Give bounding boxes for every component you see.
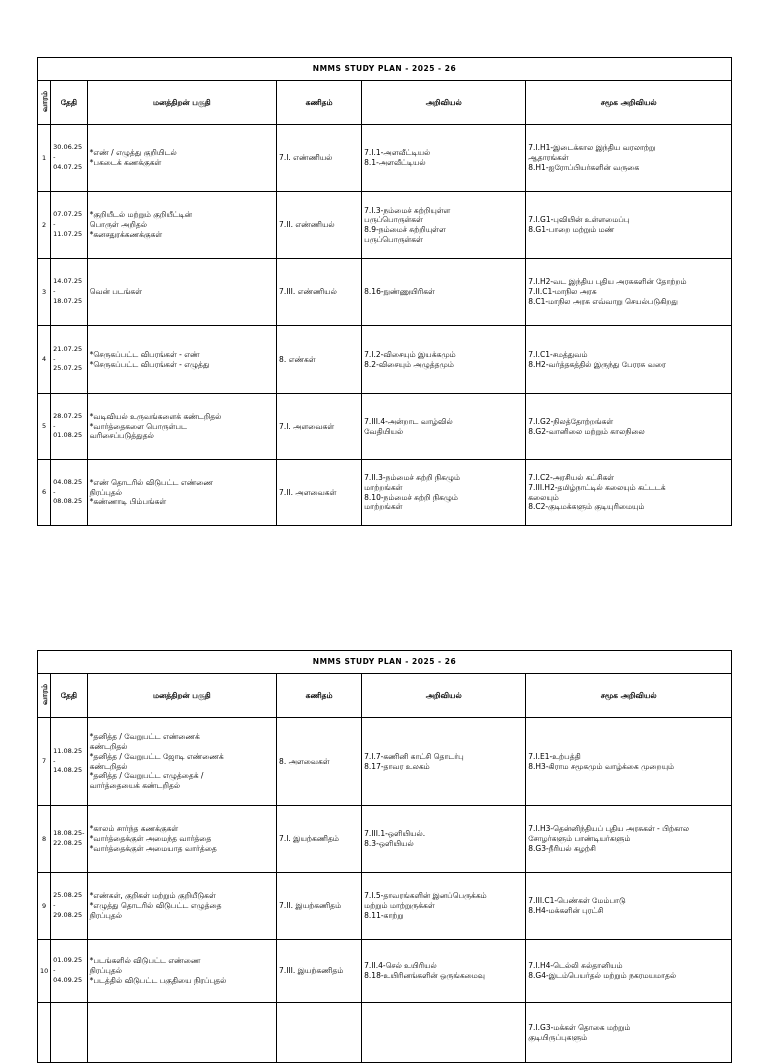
date-range-line: 11.08.25 - [53, 746, 83, 765]
science-topics-line: பருப்பொருள்கள் [364, 215, 423, 225]
social-science-topics-line: 7.I.H4-டெல்லி சுல்தானியம் [528, 961, 623, 971]
social-science-topics [526, 394, 732, 460]
science-topics-line: 7.I.5-தாவரங்களின் இனப்பெருக்கம் [364, 891, 487, 901]
social-science-topics-line: 7.I.G2-நிலத்தோற்றங்கள் [528, 416, 614, 426]
social-science-topics-line: 8.H2-வர்த்தகத்தில் இருந்து பேரரசு வரை [528, 359, 666, 369]
social-science-topics-line: 8.G3-நீரியல் சுழற்சி [528, 843, 596, 853]
date-range-line: 18.07.25 [53, 296, 83, 305]
science-topics [362, 460, 526, 526]
date-range [51, 125, 87, 192]
table-row [38, 718, 732, 806]
table-row [38, 806, 732, 873]
social-science-topics-line: 8.H1-ஐரோப்பியர்களின் வருகை [528, 162, 640, 172]
date-range [51, 326, 87, 394]
week-number: 3 [38, 259, 51, 326]
week-number: 4 [38, 326, 51, 394]
math-topic: 7.II. அளவைகள் [277, 460, 362, 526]
date-range-line: 08.08.25 [53, 497, 83, 506]
table-title: NMMS STUDY PLAN - 2025 - 26 [38, 58, 732, 81]
header-week: வாரம் [38, 674, 51, 718]
mental-ability-topics [87, 125, 276, 192]
mental-ability-topics-line: கண்டறிதல் [89, 761, 128, 771]
date-range-line: 07.07.25 - [53, 210, 83, 229]
social-science-topics [526, 718, 732, 806]
social-science-topics-line: 8.H4-மக்களின் புரட்சி [528, 906, 604, 915]
mental-ability-topics-line: நிரப்புதல் [89, 487, 122, 497]
mental-ability-topics-line: *செருகப்பட்ட விபரங்கள் - எழுத்து [89, 359, 210, 369]
social-science-topics [526, 873, 732, 940]
week-number: 7 [38, 718, 51, 806]
social-science-topics-line: ஆதாரங்கள் [528, 153, 569, 163]
date-range [51, 259, 87, 326]
mental-ability-topics-line: *வார்த்தைக்குள் அமைந்த வார்த்தை [89, 834, 212, 844]
social-science-topics [526, 806, 732, 873]
social-science-topics-line: 7.II.C1-மாநில அரசு [528, 287, 597, 297]
header-math: கணிதம் [277, 674, 362, 718]
header-social-science: சமூக அறிவியல் [526, 81, 732, 125]
study-plan-table-1 [37, 57, 732, 526]
mental-ability-topics-line: நிரப்புதல் [89, 910, 122, 920]
social-science-topics-line: 7.I.C1-சமத்துவம் [528, 349, 588, 359]
science-topics [362, 259, 526, 326]
math-topic: 7.I. இயற்கணிதம் [277, 806, 362, 873]
social-science-topics-line: குடியிருப்புகளும் [528, 1032, 588, 1042]
mental-ability-topics [87, 192, 276, 259]
mental-ability-topics-line: *படங்களில் விடுபட்ட எண்ணை [89, 956, 201, 966]
science-topics-line: 8.9-நம்மைச் சுற்றியுள்ள [364, 225, 446, 234]
table-row [38, 460, 732, 526]
science-topics-line: பருப்பொருள்கள் [364, 234, 423, 244]
mental-ability-topics [87, 940, 276, 1003]
date-range-line: 30.06.25 - [53, 143, 83, 162]
science-topics-line: 7.I.7-கணினி காட்சி தொடர்பு [364, 751, 464, 761]
social-science-topics-line: 7.I.G1-புவியின் உள்ளமைப்பு [528, 215, 630, 225]
date-range [51, 460, 87, 526]
date-range-line: 21.07.25 - [53, 344, 83, 363]
study-plan-table-2 [37, 650, 732, 1063]
science-topics-line: மற்றும் மாற்றுருக்கள் [364, 901, 435, 911]
mental-ability-topics-line: *வார்த்தைக்குள் அமையாத வார்த்தை [89, 843, 217, 853]
science-topics-line: 7.I.3-நம்மைச் சுற்றியுள்ள [364, 205, 451, 215]
mental-ability-topics-line: *எண் / எழுத்து குறியிடல் [89, 148, 177, 158]
table-row [38, 873, 732, 940]
date-range [51, 394, 87, 460]
math-topic: 8. அளவைகள் [277, 718, 362, 806]
mental-ability-topics-line: *செருகப்பட்ட விபரங்கள் - எண் [89, 349, 200, 359]
week-number: 8 [38, 806, 51, 873]
science-topics-line: 8.18-உயிரினங்களின் ஒருங்கமைவு [364, 971, 485, 980]
mental-ability-topics-line: *காலம் சார்ந்த கணக்குகள் [89, 824, 179, 834]
science-topics [362, 125, 526, 192]
date-range-line: 04.08.25 - [53, 477, 83, 496]
social-science-topics-line: கலையும் [528, 492, 559, 502]
week-number: 9 [38, 873, 51, 940]
science-topics [362, 394, 526, 460]
date-range [51, 1003, 87, 1063]
date-range-line: 14.07.25 - [53, 277, 83, 296]
mental-ability-topics-line: *படத்தில் விடுபட்ட பகுதியை நிரப்புதல் [89, 975, 227, 985]
social-science-topics-line: 8.G2-வானிலை மற்றும் காலநிலை [528, 426, 645, 436]
header-date: தேதி [51, 674, 87, 718]
science-topics-line: 7.II.4-செல் உயிரியல் [364, 961, 437, 971]
science-topics-line: 8.2-விசையும் அழுத்தமும் [364, 359, 454, 369]
science-topics [362, 718, 526, 806]
science-topics-line: 8.11-காற்று [364, 910, 404, 920]
table-row [38, 125, 732, 192]
date-range [51, 806, 87, 873]
header-mental-ability: மனத்திறன் பகுதி [87, 674, 276, 718]
date-range-line: 01.09.25 - [53, 956, 83, 975]
date-range-line: 04.09.25 [53, 975, 83, 984]
science-topics [362, 1003, 526, 1063]
mental-ability-topics-line: நிரப்புதல் [89, 966, 122, 976]
math-topic: 7.II. எண்ணியல் [277, 192, 362, 259]
table-row [38, 192, 732, 259]
table-row [38, 940, 732, 1003]
date-range-line: 22.08.25 [53, 839, 83, 847]
science-topics [362, 806, 526, 873]
social-science-topics-line: 7.III.H2-தமிழ்நாட்டில் கலையும் கட்டடக் [528, 482, 666, 492]
social-science-topics [526, 326, 732, 394]
week-number: 6 [38, 460, 51, 526]
mental-ability-topics [87, 806, 276, 873]
social-science-topics-line: 8.C1-மாநில அரசு எவ்வாறு செயல்படுகிறது [528, 296, 678, 306]
date-range-line: 04.07.25 [53, 162, 83, 171]
science-topics-line: 7.II.3-நம்மைச் சுற்றி நிகழும் [364, 473, 460, 482]
header-science: அறிவியல் [362, 81, 526, 125]
mental-ability-topics-line: *கண்ணாடி பிம்பங்கள் [89, 497, 167, 507]
social-science-topics [526, 259, 732, 326]
math-topic: 8. எண்கள் [277, 326, 362, 394]
math-topic: 7.I. அளவைகள் [277, 394, 362, 460]
mental-ability-topics-line: வரிசைப்படுத்துதல் [89, 431, 154, 441]
mental-ability-topics [87, 259, 276, 326]
science-topics-line: 8.1-அளவீட்டியல் [364, 158, 426, 167]
social-science-topics-line: 7.III.C1-பெண்கள் மேம்பாடு [528, 896, 626, 906]
week-number [38, 1003, 51, 1063]
mental-ability-topics [87, 394, 276, 460]
social-science-topics-line: 7.I.H3-தென்னிந்தியப் புதிய அரசுகள் - பிற்கால [528, 824, 690, 834]
table-row [38, 394, 732, 460]
table-row [38, 259, 732, 326]
header-social-science: சமூக அறிவியல் [526, 674, 732, 718]
social-science-topics-line: 8.G1-பாறை மற்றும் மண் [528, 225, 615, 234]
mental-ability-topics [87, 1003, 276, 1063]
social-science-topics [526, 125, 732, 192]
date-range [51, 873, 87, 940]
date-range [51, 718, 87, 806]
mental-ability-topics-line: வார்த்தையைக் கண்டறிதல் [89, 781, 181, 790]
week-number: 5 [38, 394, 51, 460]
social-science-topics-line: 7.I.H1-இடைக்கால இந்திய வரலாற்று [528, 143, 656, 153]
social-science-topics-line: 8.C2-குடிமக்களும் குடியுரிமையும் [528, 502, 645, 512]
science-topics-line: 8.17-தாவர உலகம் [364, 761, 430, 771]
mental-ability-topics [87, 460, 276, 526]
table-row [38, 1003, 732, 1063]
date-range-line: 11.07.25 [53, 229, 83, 238]
mental-ability-topics-line: *எண் தொடரில் விடுபட்ட எண்ணை [89, 477, 213, 487]
science-topics-line: 7.I.1-அளவீட்டியல் [364, 148, 431, 158]
social-science-topics-line: 8.H3-கிராம சமூகமும் வாழ்க்கை முறையும் [528, 761, 675, 771]
social-science-topics [526, 1003, 732, 1063]
social-science-topics-line: 7.I.C2-அரசியல் கட்சிகள் [528, 473, 615, 482]
date-range [51, 940, 87, 1003]
date-range-line: 28.07.25 - [53, 411, 83, 430]
math-topic [277, 1003, 362, 1063]
mental-ability-topics-line: *தனித்த / வேறுபட்ட எழுத்தைக் / [89, 771, 204, 781]
mental-ability-topics-line: *குறியீடல் மற்றும் குறியீட்டின் [89, 210, 193, 220]
science-topics [362, 873, 526, 940]
math-topic: 7.II. இயற்கணிதம் [277, 873, 362, 940]
header-week: வாரம் [38, 81, 51, 125]
science-topics-line: 8.3-ஒளியியல் [364, 839, 414, 848]
mental-ability-topics [87, 326, 276, 394]
table-title: NMMS STUDY PLAN - 2025 - 26 [38, 651, 732, 674]
week-number: 2 [38, 192, 51, 259]
math-topic: 7.III. இயற்கணிதம் [277, 940, 362, 1003]
social-science-topics-line: 7.I.G3-மக்கள் தொகை மற்றும் [528, 1022, 631, 1032]
science-topics-line: 8.16-நுண்ணுயிரிகள் [364, 287, 435, 297]
social-science-topics [526, 460, 732, 526]
social-science-topics-line: 7.I.E1-உற்பத்தி [528, 751, 581, 761]
science-topics-line: மாற்றங்கள் [364, 482, 403, 492]
mental-ability-topics-line: *எண்கள், குறிகள் மற்றும் குறியீடுகள் [89, 891, 216, 901]
social-science-topics-line: சோழர்களும் பாண்டியர்களும் [528, 834, 631, 844]
header-date: தேதி [51, 81, 87, 125]
mental-ability-topics [87, 718, 276, 806]
mental-ability-topics-line: *வடிவியல் உருவங்களைக் கண்டறிதல் [89, 411, 222, 421]
science-topics-line: 7.I.2-விசையும் இயக்கமும் [364, 349, 456, 359]
social-science-topics [526, 940, 732, 1003]
math-topic: 7.I. எண்ணியல் [277, 125, 362, 192]
date-range-line: 25.08.25 - [53, 891, 83, 910]
mental-ability-topics-line: *எழுத்து தொடரில் விடுபட்ட எழுத்தை [89, 901, 222, 911]
science-topics [362, 326, 526, 394]
mental-ability-topics-line: வென் படங்கள் [89, 287, 142, 297]
social-science-topics [526, 192, 732, 259]
science-topics-line: 7.III.4-அன்றாட வாழ்வில் [364, 416, 453, 426]
week-number: 1 [38, 125, 51, 192]
mental-ability-topics-line: கண்டறிதல் [89, 742, 128, 751]
science-topics-line: வேதியியல் [364, 426, 404, 436]
math-topic: 7.III. எண்ணியல் [277, 259, 362, 326]
date-range-line: 18.08.25- [53, 829, 85, 838]
science-topics [362, 192, 526, 259]
header-science: அறிவியல் [362, 674, 526, 718]
table-row [38, 326, 732, 394]
header-mental-ability: மனத்திறன் பகுதி [87, 81, 276, 125]
mental-ability-topics-line: *வார்த்தைகளை பொருள்பட [89, 421, 187, 431]
social-science-topics-line: 7.I.H2-வட இந்திய புதிய அரசுகளின் தோற்றம் [528, 277, 687, 287]
social-science-topics-line: 8.G4-இடம்பெயர்தல் மற்றும் நகரமயமாதல் [528, 971, 677, 980]
science-topics-line: மாற்றங்கள் [364, 502, 403, 512]
mental-ability-topics-line: பொருள் அறிதல் [89, 220, 147, 230]
mental-ability-topics-line: *தனித்த / வேறுபட்ட எண்ணைக் [89, 732, 200, 742]
science-topics-line: 7.III.1-ஒளியியல். [364, 829, 426, 839]
date-range-line: 01.08.25 [53, 431, 83, 440]
mental-ability-topics-line: *பகடைக் கணக்குகள் [89, 158, 162, 167]
science-topics-line: 8.10-நம்மைச் சுற்றி நிகழும் [364, 492, 458, 502]
date-range-line: 25.07.25 [53, 364, 83, 373]
date-range-line: 14.08.25 [53, 766, 83, 775]
week-number: 10 [38, 940, 51, 1003]
mental-ability-topics-line: *கனசதுரக்கணக்குகள் [89, 229, 163, 239]
mental-ability-topics-line: *தனித்த / வேறுபட்ட ஜோடி எண்ணைக் [89, 751, 224, 761]
science-topics [362, 940, 526, 1003]
mental-ability-topics [87, 873, 276, 940]
date-range-line: 29.08.25 [53, 910, 83, 919]
header-math: கணிதம் [277, 81, 362, 125]
date-range [51, 192, 87, 259]
